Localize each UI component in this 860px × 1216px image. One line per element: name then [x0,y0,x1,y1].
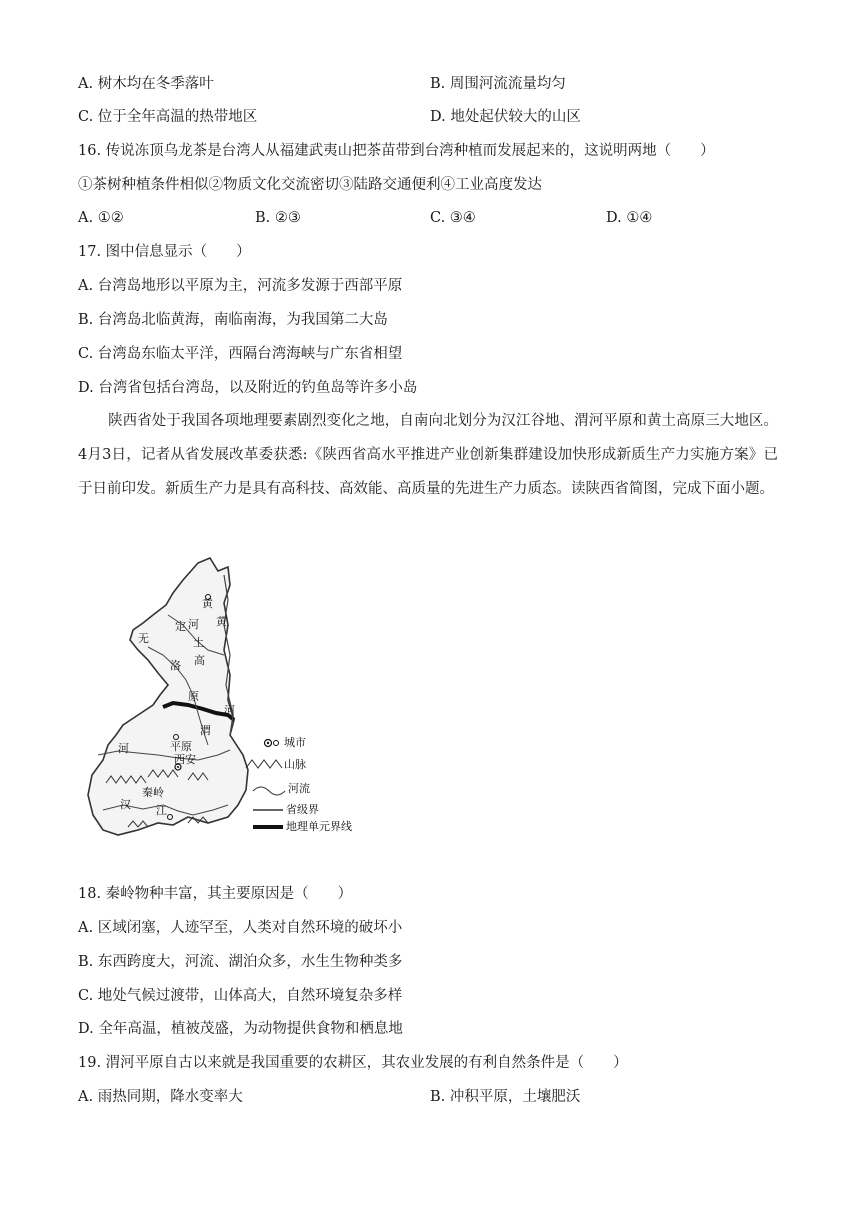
province-outline [88,558,248,835]
q17-option-c: C. 台湾岛东临太平洋，西隔台湾海峡与广东省相望 [78,346,403,362]
q15-option-d: D. 地处起伏较大的山区 [430,109,581,125]
map-label-huang-1: 黄 [202,597,213,610]
q17-option-a: A. 台湾岛地形以平原为主，河流多发源于西部平原 [78,278,403,294]
legend-mountain-symbol [246,760,282,768]
map-label-yuan-2: 原 [181,740,192,753]
map-label-han: 汉 [120,798,131,811]
legend-river-symbol [253,787,285,795]
q15-option-b: B. 周围河流流量均匀 [430,76,566,92]
map-label-yuan-1: 原 [188,690,199,703]
map-label-gao: 高 [194,654,205,667]
legend-city-label: 城市 [284,736,306,749]
shaanxi-map [78,555,378,840]
q19-stem: 19. 渭河平原自古以来就是我国重要的农耕区，其农业发展的有利自然条件是（ ） [78,1055,628,1071]
q16-stem: 16. 传说冻顶乌龙茶是台湾人从福建武夷山把茶苗带到台湾种植而发展起来的，这说明两地（ ） [78,143,715,159]
map-label-he-3: 河 [118,742,129,755]
q18-option-a: A. 区域闭塞，人迹罕至，人类对自然环境的破坏小 [78,920,403,936]
map-label-qinling: 秦岭 [142,786,164,799]
map-label-he-2: 河 [224,704,235,717]
q18-option-c: C. 地处气候过渡带，山体高大，自然环境复杂多样 [78,988,403,1004]
map-label-he-1: 河 [188,618,199,631]
map-label-huang-2: 黄 [216,615,227,628]
q18-stem: 18. 秦岭物种丰富，其主要原因是（ ） [78,886,353,902]
q17-option-b: B. 台湾岛北临黄海，南临南海，为我国第二大岛 [78,312,388,328]
map-label-tu: 土 [193,636,204,649]
map-label-ding: 定 [175,620,186,633]
map-legend [246,740,285,828]
map-label-luo: 洛 [170,659,181,672]
q16-option-d: D. ①④ [606,210,653,226]
reading-passage [78,404,778,506]
q17-stem: 17. 图中信息显示（ ） [78,244,251,260]
q18-option-d: D. 全年高温，植被茂盛，为动物提供食物和栖息地 [78,1021,403,1037]
passage-text: 陕西省处于我国各项地理要素剧烈变化之地，自南向北划分为汉江谷地、渭河平原和黄土高原三大地区。4月3日，记者从省发展改革委获悉:《陕西省高水平推进产业创新集群建设加快形成新质生产力实施方案》已于日前印发。新质生产力是具有高科技、高效能、高质量的先进生产力质态。读陕西省简图，完成下面小题。 [78,413,778,497]
map-label-ping: 平 [170,740,181,753]
q16-statements: ①茶树种植条件相似②物质文化交流密切③陆路交通便利④工业高度发达 [78,177,542,193]
q19-option-a: A. 雨热同期，降水变率大 [78,1089,243,1105]
map-label-xian: 西安 [174,753,196,766]
legend-mountain-label: 山脉 [284,758,306,771]
map-label-wei: 渭 [200,724,211,737]
q15-option-a: A. 树木均在冬季落叶 [78,76,214,92]
legend-border-label: 省级界 [286,803,319,816]
map-label-wu: 无 [138,632,149,645]
q18-option-b: B. 东西跨度大，河流、湖泊众多，水生生物种类多 [78,954,403,970]
q16-option-b: B. ②③ [255,210,301,226]
legend-river-label: 河流 [288,782,310,795]
q16-option-a: A. ①② [78,210,124,226]
q15-option-c: C. 位于全年高温的热带地区 [78,109,258,125]
q17-option-d: D. 台湾省包括台湾岛，以及附近的钓鱼岛等许多小岛 [78,380,418,396]
q16-option-c: C. ③④ [430,210,476,226]
q19-option-b: B. 冲积平原，土壤肥沃 [430,1089,581,1105]
map-label-jiang: 江 [156,804,167,817]
legend-unit-line-label: 地理单元界线 [286,820,352,833]
